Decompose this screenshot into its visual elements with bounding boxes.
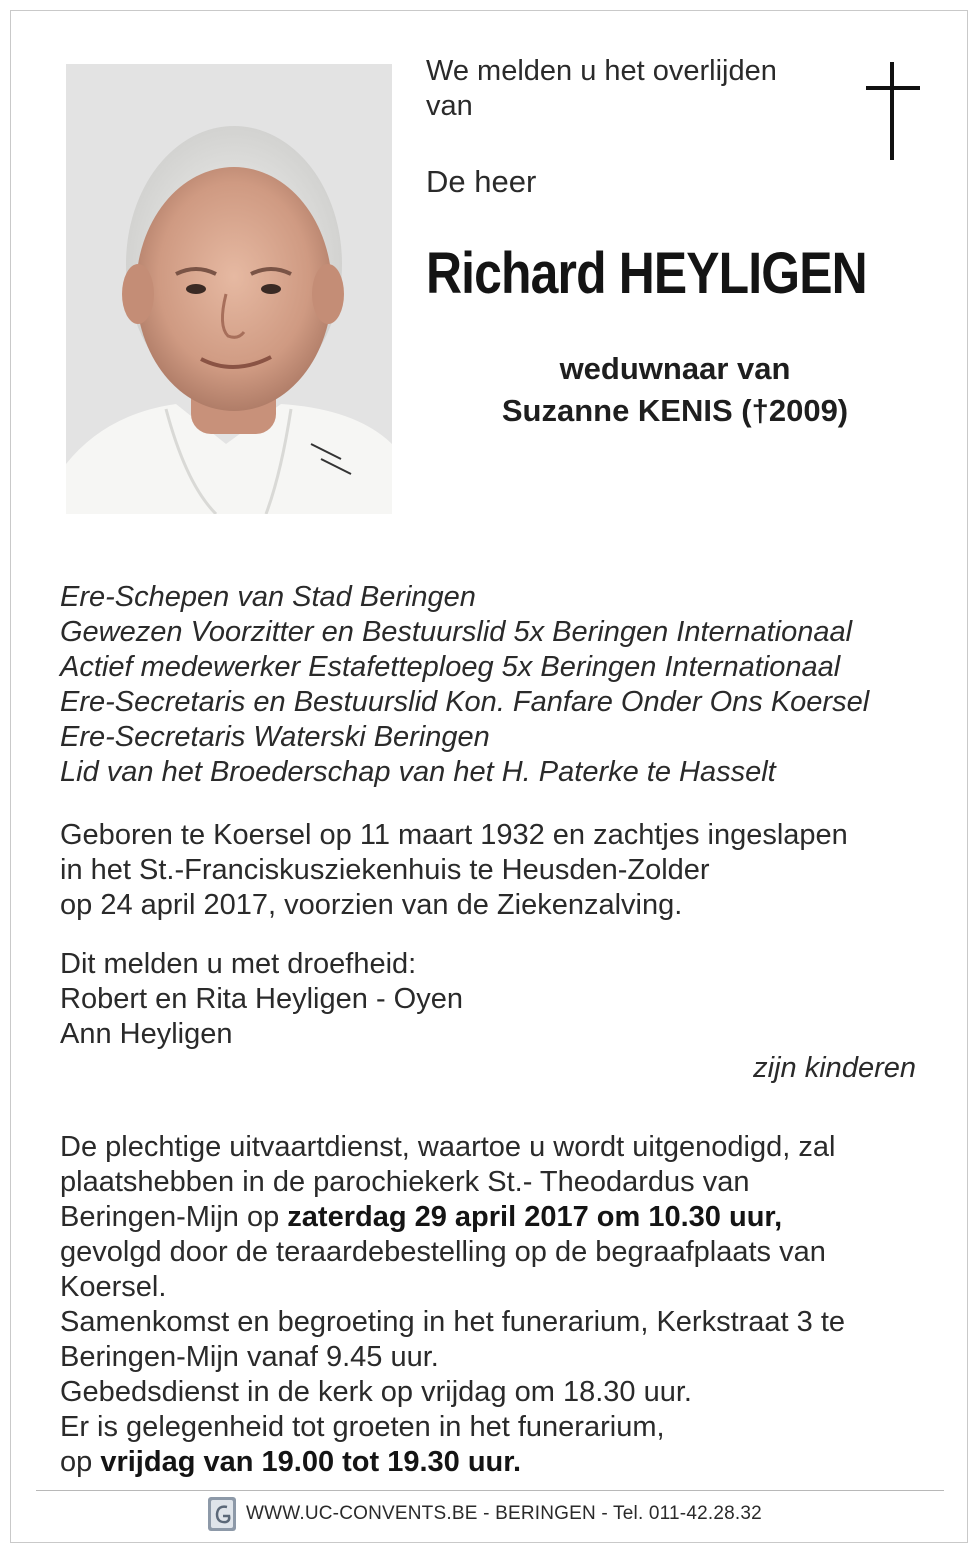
service-location-text: Beringen-Mijn op — [60, 1201, 288, 1233]
birth-death-line: op 24 april 2017, voorzien van de Ziekenzalving. — [60, 889, 683, 921]
mourner-name: Robert en Rita Heyligen - Oyen — [60, 983, 463, 1015]
widower-line-2: Suzanne KENIS (†2009) — [501, 393, 849, 428]
title-line: Actief medewerker Estafetteploeg 5x Beringen Internationaal — [60, 651, 841, 683]
title-line: Ere-Secretaris Waterski Beringen — [60, 721, 490, 753]
title-line: Gewezen Voorzitter en Bestuurslid 5x Beringen Internationaal — [60, 616, 853, 648]
widower-line-1: weduwnaar van — [559, 351, 791, 386]
visitation-prefix: op — [60, 1446, 101, 1478]
intro-line-2: van — [426, 90, 473, 122]
intro-line-1: We melden u het overlijden — [426, 55, 777, 87]
service-line — [60, 1200, 940, 1235]
cross-icon — [862, 62, 924, 160]
visitation-time: vrijdag van 19.00 tot 19.30 uur. — [100, 1446, 522, 1478]
honorific: De heer — [426, 164, 537, 199]
footer-divider — [36, 1490, 944, 1491]
birth-death-line: Geboren te Koersel op 11 maart 1932 en zachtjes ingeslapen — [60, 819, 848, 851]
service-line: Er is gelegenheid tot groeten in het funerarium, — [60, 1411, 665, 1443]
birth-death-paragraph — [60, 818, 940, 923]
service-line — [60, 1445, 940, 1480]
funeral-home-logo-icon — [208, 1497, 236, 1531]
service-line: De plechtige uitvaartdienst, waartoe u wordt uitgenodigd, zal — [60, 1131, 836, 1163]
mourners-intro: Dit melden u met droefheid: — [60, 948, 417, 980]
mourners-relation: zijn kinderen — [753, 1052, 916, 1084]
title-line: Ere-Secretaris en Bestuurslid Kon. Fanfare Onder Ons Koersel — [60, 686, 870, 718]
mourners-paragraph — [60, 947, 940, 1052]
widower-note — [420, 348, 930, 432]
mourner-name: Ann Heyligen — [60, 1018, 233, 1050]
title-line: Lid van het Broederschap van het H. Paterke te Hasselt — [60, 756, 776, 788]
service-line: Gebedsdienst in de kerk op vrijdag om 18.30 uur. — [60, 1376, 692, 1408]
deceased-name: Richard HEYLIGEN — [426, 241, 867, 306]
service-line: plaatshebben in de parochiekerk St.- Theodardus van — [60, 1166, 750, 1198]
service-paragraph — [60, 1130, 940, 1480]
service-line: gevolgd door de teraardebestelling op de begraafplaats van — [60, 1236, 826, 1268]
title-line: Ere-Schepen van Stad Beringen — [60, 581, 476, 613]
service-line: Samenkomst en begroeting in het funerarium, Kerkstraat 3 te — [60, 1306, 846, 1338]
announcement-intro — [426, 54, 826, 124]
portrait-photo — [66, 64, 392, 514]
service-date-time: zaterdag 29 april 2017 om 10.30 uur, — [287, 1201, 783, 1233]
honorary-titles — [60, 580, 940, 790]
service-line: Koersel. — [60, 1271, 167, 1303]
footer-text: WWW.UC-CONVENTS.BE - BERINGEN - Tel. 011-42.28.32 — [246, 1503, 762, 1524]
service-line: Beringen-Mijn vanaf 9.45 uur. — [60, 1341, 439, 1373]
birth-death-line: in het St.-Franciskusziekenhuis te Heusden-Zolder — [60, 854, 710, 886]
footer — [208, 1496, 762, 1532]
